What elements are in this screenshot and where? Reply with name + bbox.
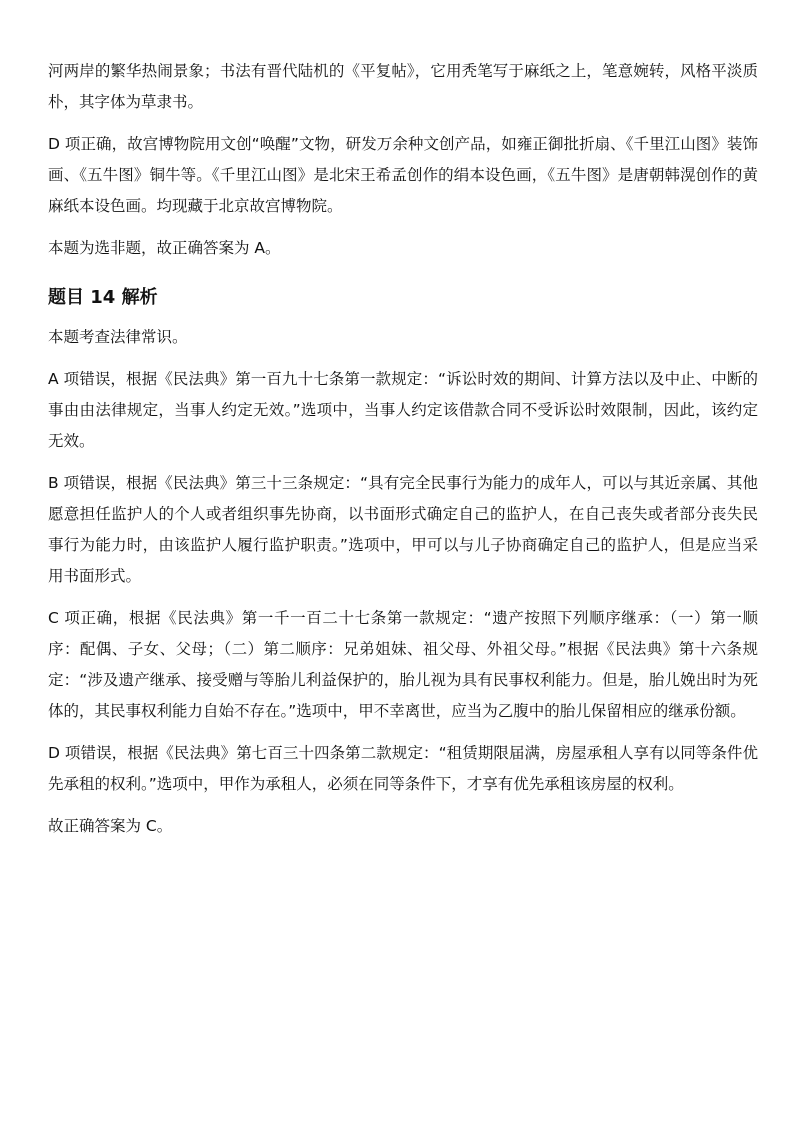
option-d-paragraph: D 项错误，根据《民法典》第七百三十四条第二款规定：“租赁期限届满，房屋承租人享有以同等条件优先承租的权利。”选项中，甲作为承租人，必须在同等条件下，才享有优先承租该房屋的权利。 — [48, 744, 758, 793]
option-c-paragraph: C 项正确，根据《民法典》第一千一百二十七条第一款规定：“遗产按照下列顺序继承：（一）第一顺序：配偶、子女、父母；（二）第二顺序：兄弟姐妹、祖父母、外祖父母。”根据《民法典》第十六条规定：“涉及遗产继承、接受赠与等胎儿利益保护的，胎儿视为具有民事权利能力。但是，胎儿娩出时为死体的，其民事权利能力自始不存在。”选项中，甲不幸离世，应当为乙腹中的胎儿保留相应的继承份额。 — [48, 609, 758, 720]
section-heading: 题目 14 解析 — [48, 287, 158, 308]
prev-paragraph-1: 河两岸的繁华热闹景象；书法有晋代陆机的《平复帖》，它用秃笔写于麻纸之上，笔意婉转，风格平淡质朴，其字体为草隶书。 — [48, 62, 758, 111]
prev-answer: 本题为选非题，故正确答案为 A。 — [48, 239, 281, 257]
intro-paragraph: 本题考查法律常识。 — [48, 328, 188, 346]
document-page — [48, 56, 758, 853]
option-a-paragraph: A 项错误，根据《民法典》第一百九十七条第一款规定：“诉讼时效的期间、计算方法以及中止、中断的事由由法律规定，当事人约定无效。”选项中，当事人约定该借款合同不受诉讼时效限制，因此，该约定无效。 — [48, 370, 758, 450]
answer-paragraph: 故正确答案为 C。 — [48, 817, 173, 835]
prev-paragraph-2: D 项正确，故宫博物院用文创“唤醒”文物，研发万余种文创产品，如雍正御批折扇、《千里江山图》装饰画、《五牛图》铜牛等。《千里江山图》是北宋王希孟创作的绢本设色画，《五牛图》是唐朝韩滉创作的黄麻纸本设色画。均现藏于北京故宫博物院。 — [48, 135, 758, 215]
option-b-paragraph: B 项错误，根据《民法典》第三十三条规定：“具有完全民事行为能力的成年人，可以与其近亲属、其他愿意担任监护人的个人或者组织事先协商，以书面形式确定自己的监护人，在自己丧失或者部分丧失民事行为能力时，由该监护人履行监护职责。”选项中，甲可以与儿子协商确定自己的监护人，但是应当采用书面形式。 — [48, 474, 758, 585]
